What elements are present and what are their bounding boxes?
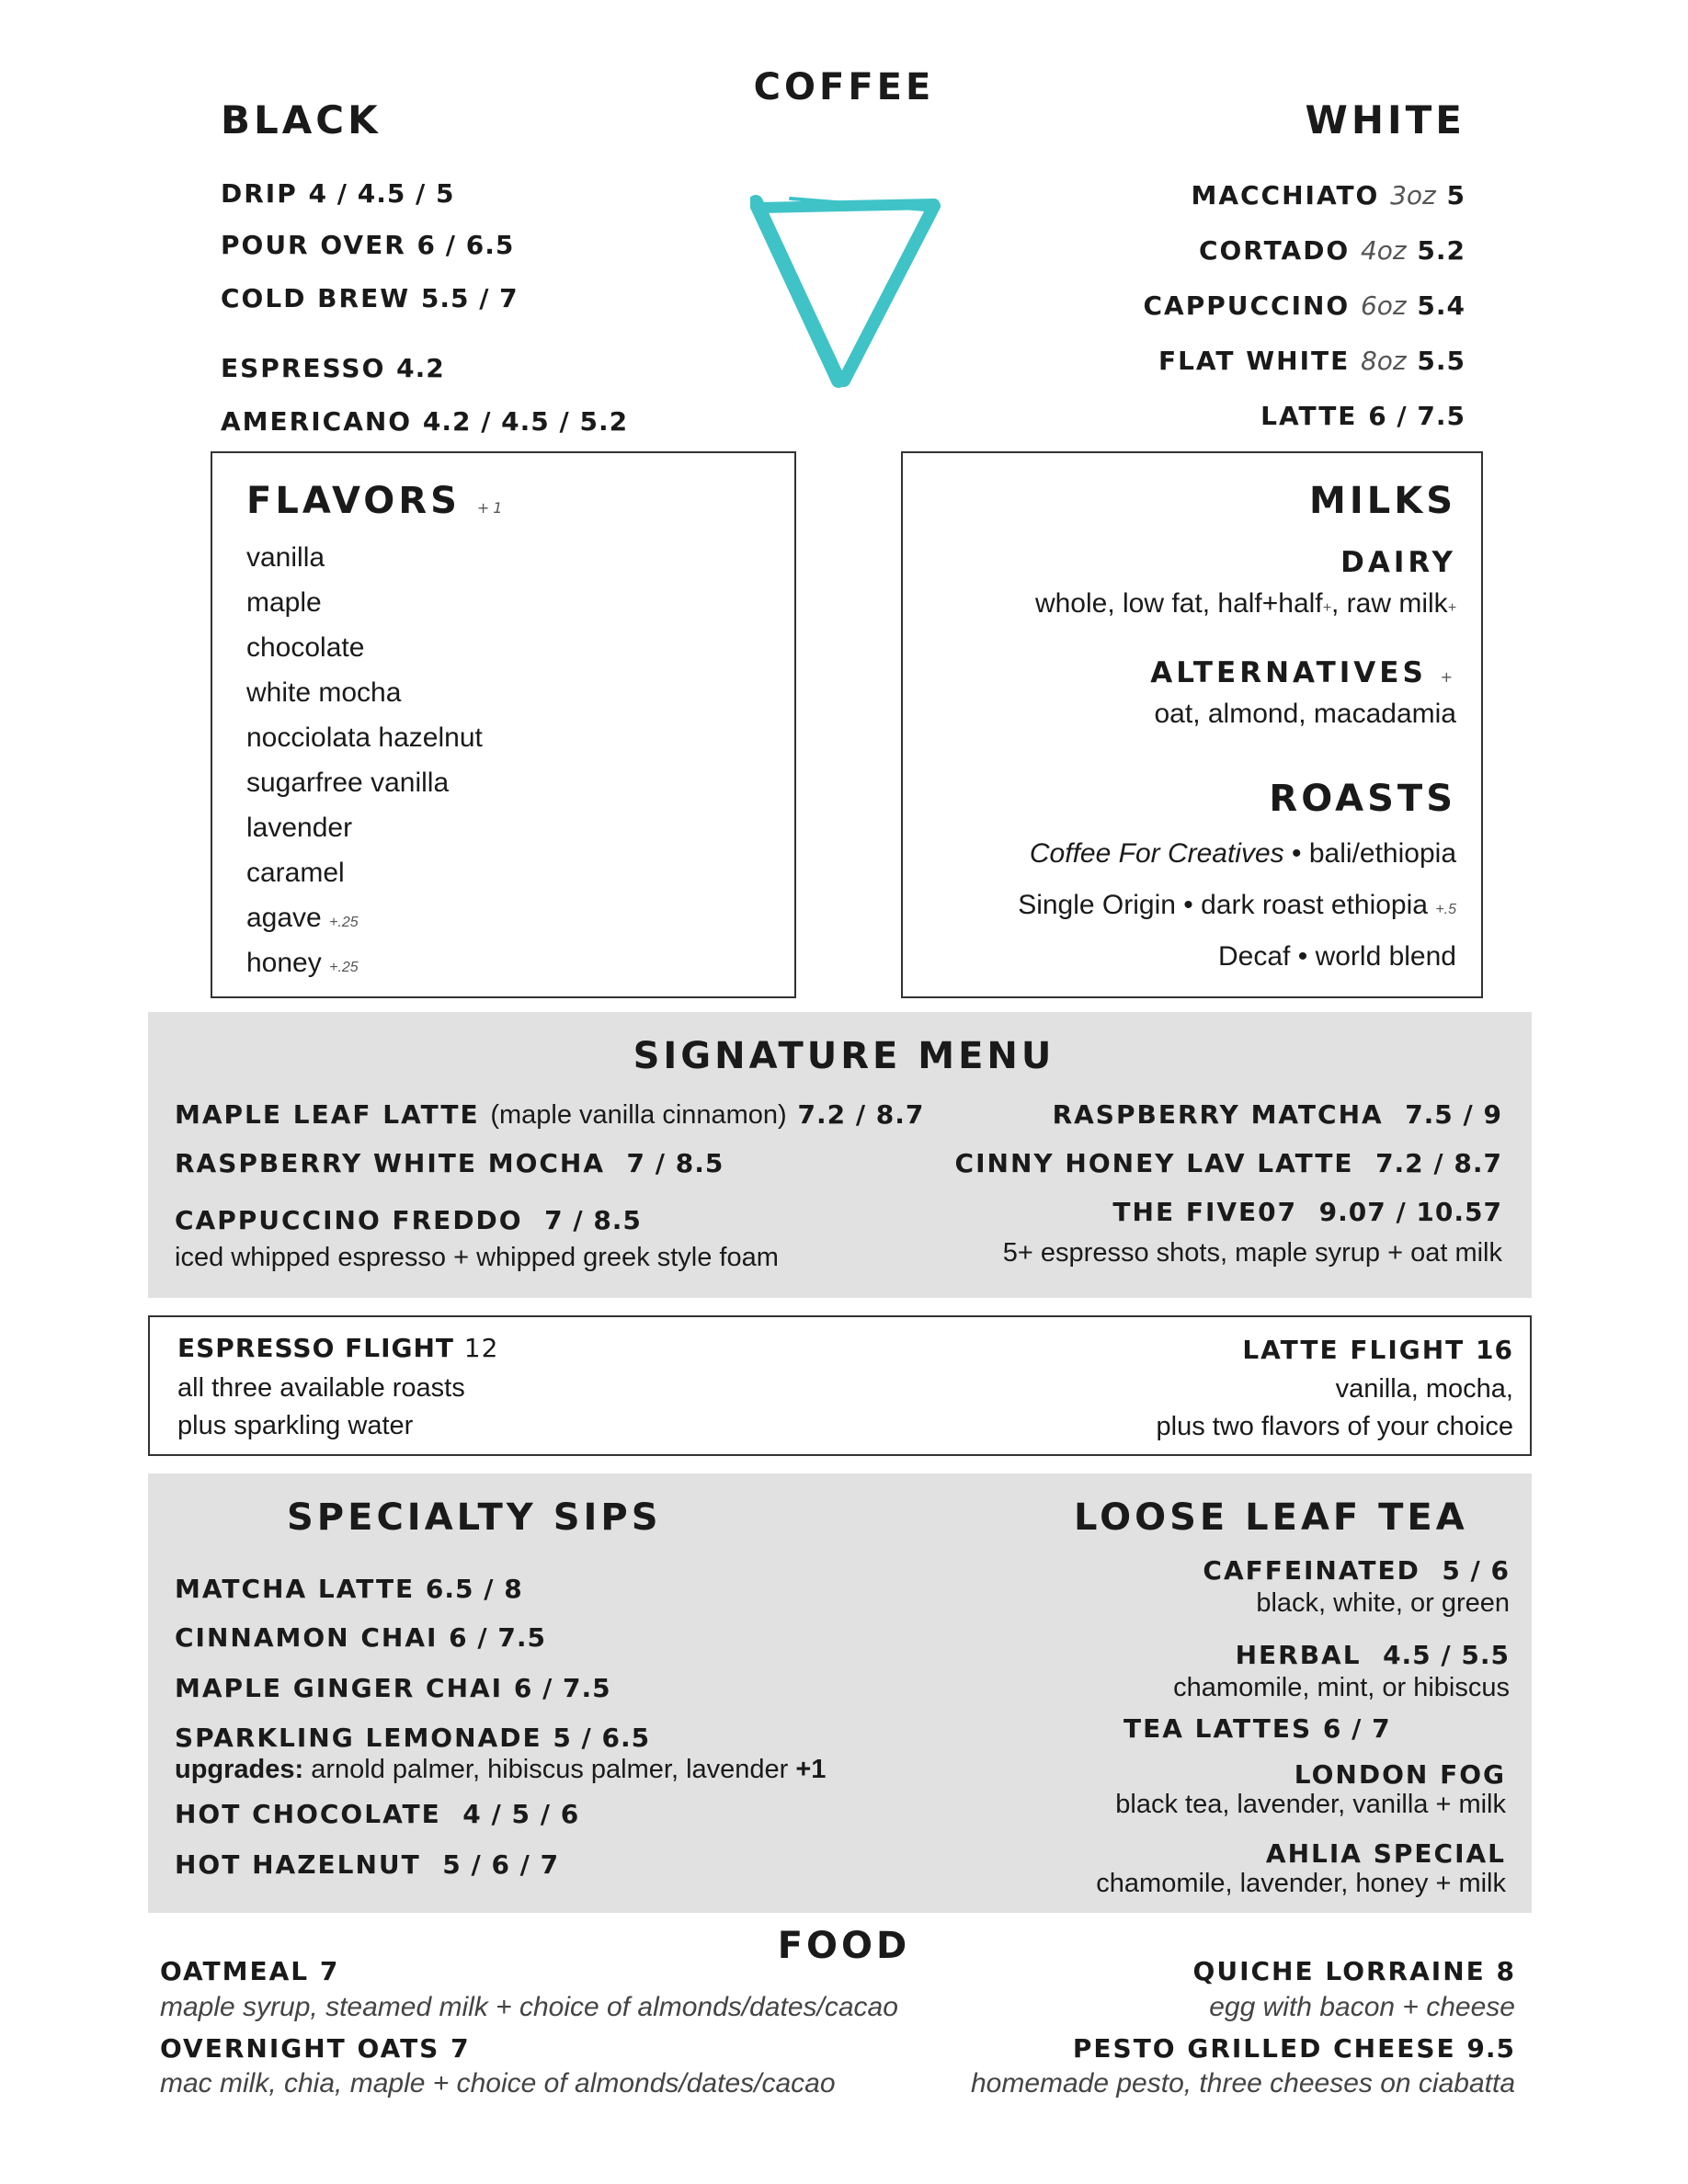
flavor-item: maple bbox=[246, 587, 322, 618]
signature-item-cappuccino-freddo: CAPPUCCINO FREDDO 7 / 8.5 bbox=[175, 1205, 642, 1235]
flavor-item: caramel bbox=[246, 858, 345, 888]
tea-herbal-desc: chamomile, mint, or hibiscus bbox=[1173, 1673, 1510, 1702]
signature-item-raspberry-matcha: RASPBERRY MATCHA 7.5 / 9 bbox=[1052, 1099, 1502, 1130]
latte-flight: LATTE FLIGHT 16 bbox=[1242, 1335, 1513, 1365]
latte-flight-desc: plus two flavors of your choice bbox=[1156, 1412, 1513, 1441]
latte-flight-desc: vanilla, mocha, bbox=[1335, 1374, 1513, 1404]
coffee-title: COFFEE bbox=[753, 66, 935, 108]
espresso-flight: ESPRESSO FLIGHT 12 bbox=[177, 1333, 499, 1363]
white-item-macchiato: MACCHIATO 3oz 5 bbox=[1191, 180, 1466, 210]
tea-london-fog-desc: black tea, lavender, vanilla + milk bbox=[1115, 1790, 1506, 1819]
dairy-heading: DAIRY bbox=[1340, 546, 1456, 579]
specialty-item: SPARKLING LEMONADE 5 / 6.5 bbox=[175, 1723, 651, 1753]
roasts-heading: ROASTS bbox=[1269, 778, 1456, 820]
tea-item-ahlia-special: AHLIA SPECIAL bbox=[1265, 1838, 1506, 1869]
dairy-options: whole, low fat, half+half+, raw milk+ bbox=[1034, 588, 1456, 619]
tea-heading: LOOSE LEAF TEA bbox=[1074, 1496, 1468, 1539]
roast-item: Single Origin • dark roast ethiopia +.5 bbox=[1018, 890, 1456, 920]
food-heading: FOOD bbox=[777, 1925, 911, 1967]
food-item-oatmeal: OATMEAL 7 bbox=[160, 1956, 339, 1986]
specialty-item: CINNAMON CHAI 6 / 7.5 bbox=[175, 1622, 546, 1653]
flavor-item: white mocha bbox=[246, 677, 402, 708]
specialty-heading: SPECIALTY SIPS bbox=[287, 1496, 662, 1539]
tea-item-caffeinated: CAFFEINATED 5 / 6 bbox=[1203, 1555, 1510, 1586]
flavors-upcharge: +1 bbox=[476, 499, 507, 517]
white-item-flat-white: FLAT WHITE 8oz 5.5 bbox=[1158, 346, 1466, 376]
black-heading: BLACK bbox=[221, 97, 382, 142]
espresso-flight-desc: plus sparkling water bbox=[177, 1411, 414, 1440]
black-item-cold-brew: COLD BREW 5.5 / 7 bbox=[221, 283, 519, 313]
black-item-espresso: ESPRESSO 4.2 bbox=[221, 353, 445, 383]
signature-item-maple-leaf-latte: MAPLE LEAF LATTE (maple vanilla cinnamon) 7.2 / 8.7 bbox=[175, 1099, 925, 1130]
black-item-americano: AMERICANO 4.2 / 4.5 / 5.2 bbox=[221, 406, 629, 437]
flavors-heading: FLAVORS +1 bbox=[246, 480, 507, 522]
signature-freddo-desc: iced whipped espresso + whipped greek style foam bbox=[175, 1243, 779, 1272]
flavor-item: chocolate bbox=[246, 632, 365, 663]
triangle-logo-icon bbox=[750, 191, 945, 390]
specialty-item: MAPLE GINGER CHAI 6 / 7.5 bbox=[175, 1673, 611, 1703]
flavor-item: nocciolata hazelnut bbox=[246, 722, 483, 753]
food-oatmeal-desc: maple syrup, steamed milk + choice of almonds/dates/cacao bbox=[160, 1992, 898, 2022]
tea-item-herbal: HERBAL 4.5 / 5.5 bbox=[1235, 1640, 1510, 1670]
roast-item: Coffee For Creatives • bali/ethiopia bbox=[1029, 838, 1456, 869]
white-heading: WHITE bbox=[1305, 97, 1466, 142]
lemonade-upgrades: upgrades: arnold palmer, hibiscus palmer, lavender +1 bbox=[175, 1755, 827, 1784]
food-item-pesto-grilled-cheese: PESTO GRILLED CHEESE 9.5 bbox=[1072, 2033, 1515, 2064]
signature-heading: SIGNATURE MENU bbox=[633, 1035, 1055, 1077]
alternatives-options: oat, almond, macadamia bbox=[1154, 699, 1456, 729]
signature-item-the-five07: THE FIVE07 9.07 / 10.57 bbox=[1112, 1197, 1502, 1227]
tea-item-tea-lattes: TEA LATTES 6 / 7 bbox=[1123, 1713, 1391, 1744]
flavor-item: vanilla bbox=[246, 542, 325, 573]
tea-item-london-fog: LONDON FOG bbox=[1294, 1759, 1506, 1790]
flavor-item: sugarfree vanilla bbox=[246, 768, 450, 798]
white-item-cappuccino: CAPPUCCINO 6oz 5.4 bbox=[1143, 290, 1466, 321]
food-item-overnight-oats: OVERNIGHT OATS 7 bbox=[160, 2033, 470, 2064]
alternatives-heading: ALTERNATIVES + bbox=[1150, 656, 1456, 689]
specialty-item: MATCHA LATTE 6.5 / 8 bbox=[175, 1574, 523, 1604]
food-pesto-desc: homemade pesto, three cheeses on ciabatta bbox=[970, 2068, 1515, 2099]
black-item-drip: DRIP 4 / 4.5 / 5 bbox=[221, 178, 455, 209]
roast-item: Decaf • world blend bbox=[1217, 941, 1456, 972]
food-quiche-desc: egg with bacon + cheese bbox=[1209, 1992, 1515, 2022]
specialty-item: HOT HAZELNUT 5 / 6 / 7 bbox=[175, 1849, 560, 1880]
signature-item-raspberry-white-mocha: RASPBERRY WHITE MOCHA 7 / 8.5 bbox=[175, 1148, 724, 1178]
tea-caffeinated-desc: black, white, or green bbox=[1256, 1588, 1510, 1618]
food-item-quiche-lorraine: QUICHE LORRAINE 8 bbox=[1192, 1956, 1515, 1986]
flavor-item: agave +.25 bbox=[246, 903, 359, 933]
tea-ahlia-desc: chamomile, lavender, honey + milk bbox=[1096, 1869, 1506, 1898]
flavor-item: honey +.25 bbox=[246, 948, 359, 978]
espresso-flight-desc: all three available roasts bbox=[177, 1373, 465, 1403]
specialty-item: HOT CHOCOLATE 4 / 5 / 6 bbox=[175, 1799, 580, 1829]
white-item-latte: LATTE 6 / 7.5 bbox=[1260, 401, 1466, 431]
white-item-cortado: CORTADO 4oz 5.2 bbox=[1198, 235, 1466, 266]
milks-heading: MILKS bbox=[1309, 480, 1456, 522]
black-item-pour-over: POUR OVER 6 / 6.5 bbox=[221, 230, 515, 260]
flavor-item: lavender bbox=[246, 813, 353, 843]
signature-item-cinny-honey-lav-latte: CINNY HONEY LAV LATTE 7.2 / 8.7 bbox=[954, 1148, 1502, 1178]
signature-five07-desc: 5+ espresso shots, maple syrup + oat milk bbox=[1002, 1238, 1502, 1268]
food-overnight-oats-desc: mac milk, chia, maple + choice of almonds/dates/cacao bbox=[160, 2068, 836, 2099]
